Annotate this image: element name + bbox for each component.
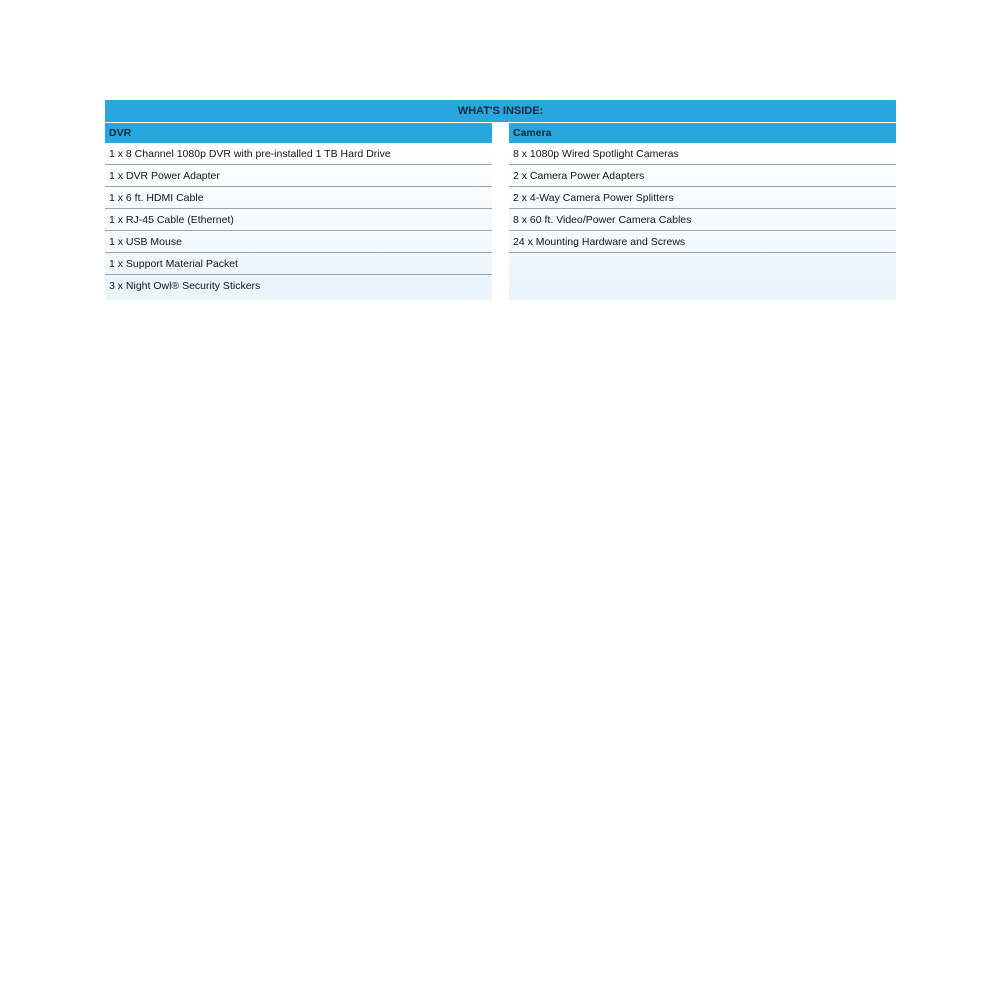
list-item: 1 x 8 Channel 1080p DVR with pre-installed 1 TB Hard Drive (105, 143, 492, 165)
list-item: 1 x DVR Power Adapter (105, 165, 492, 187)
list-item: 1 x RJ-45 Cable (Ethernet) (105, 209, 492, 231)
camera-column (509, 123, 896, 300)
table-columns (105, 123, 896, 300)
list-item: 2 x Camera Power Adapters (509, 165, 896, 187)
list-item: 24 x Mounting Hardware and Screws (509, 231, 896, 253)
list-item: 1 x 6 ft. HDMI Cable (105, 187, 492, 209)
list-item: 8 x 60 ft. Video/Power Camera Cables (509, 209, 896, 231)
list-item: 3 x Night Owl® Security Stickers (109, 280, 261, 292)
camera-item-list (509, 143, 896, 300)
whats-inside-table (105, 100, 896, 300)
table-title: WHAT'S INSIDE: (105, 100, 896, 123)
dvr-column-header: DVR (105, 123, 492, 143)
camera-column-header: Camera (509, 123, 896, 143)
list-item: 2 x 4-Way Camera Power Splitters (509, 187, 896, 209)
list-item: 1 x USB Mouse (105, 231, 492, 253)
dvr-item-list (105, 143, 492, 300)
dvr-column (105, 123, 492, 300)
list-item: 1 x Support Material Packet (105, 253, 492, 275)
list-item: 8 x 1080p Wired Spotlight Cameras (509, 143, 896, 165)
